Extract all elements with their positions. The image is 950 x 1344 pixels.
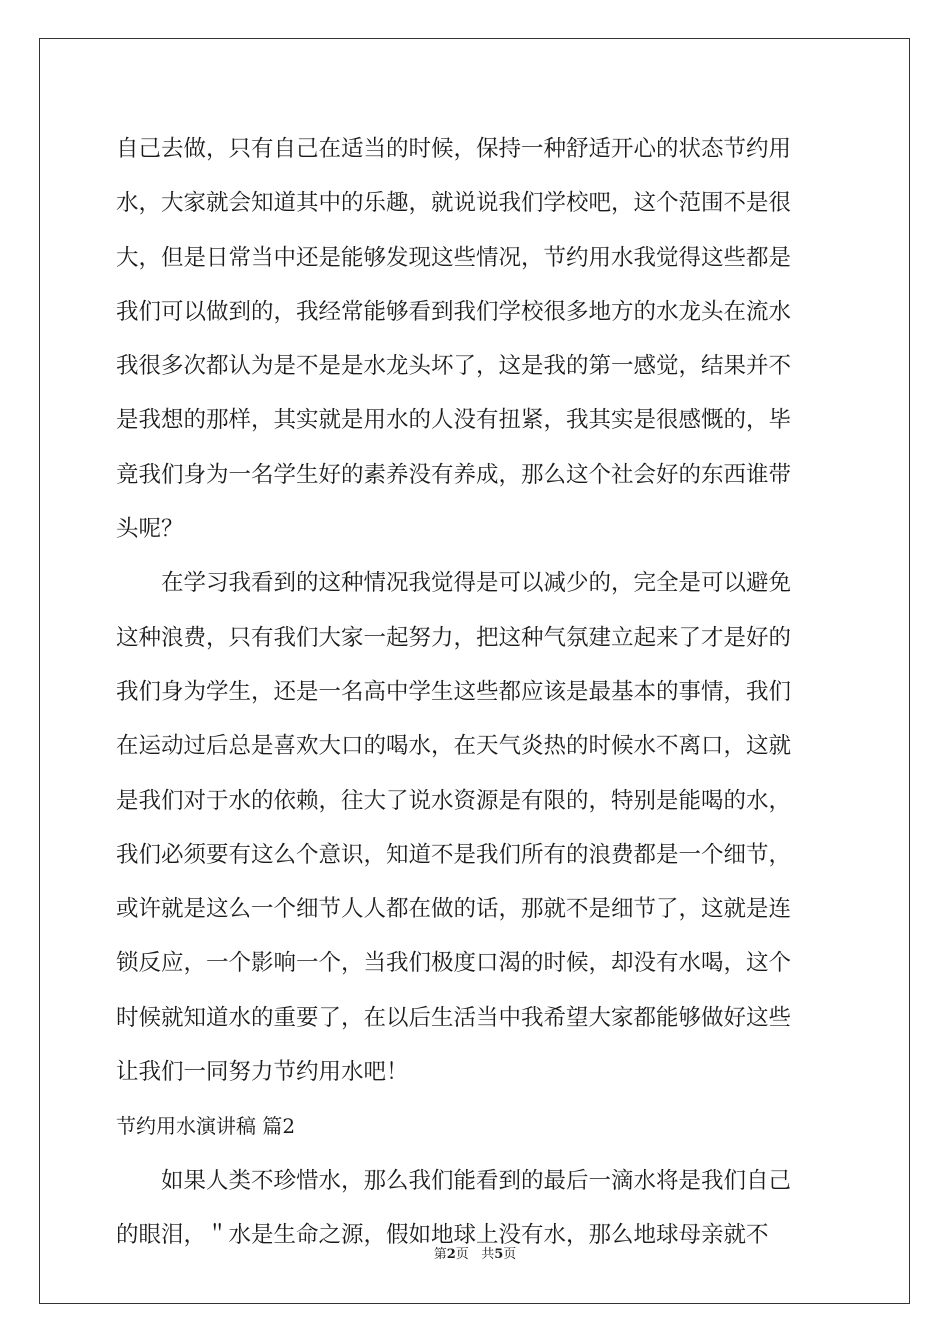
text-line: 自己去做，只有自己在适当的时候，保持一种舒适开心的状态节约用 [116,136,792,162]
text-line: 让我们一同努力节约用水吧！ [116,1059,409,1086]
text-line: 的眼泪，＂水是生命之源，假如地球上没有水，那么地球母亲就不 [116,1221,769,1248]
section-heading: 节约用水演讲稿 篇2 [116,1114,296,1139]
page-prefix: 第 [433,1247,447,1262]
text-line: 头呢？ [116,516,184,543]
text-line: 水，大家就会知道其中的乐趣，就说说我们学校吧，这个范围不是很 [116,190,792,217]
text-line: 这种浪费，只有我们大家一起努力，把这种气氛建立起来了才是好的 [116,624,792,651]
text-line: 我们必须要有这么个意识，知道不是我们所有的浪费都是一个细节， [116,841,792,868]
text-line: 锁反应，一个影响一个，当我们极度口渴的时候，却没有水喝，这个 [116,950,792,977]
text-line: 如果人类不珍惜水，那么我们能看到的最后一滴水将是我们自己 [116,1167,792,1194]
text-line: 大，但是日常当中还是能够发现这些情况，节约用水我觉得这些都是 [116,244,792,271]
total-pages-number: 5 [494,1247,504,1262]
page-suffix: 页 [455,1247,469,1262]
text-line: 时候就知道水的重要了，在以后生活当中我希望大家都能够做好这些 [116,1004,792,1031]
text-line: 是我想的那样，其实就是用水的人没有扭紧，我其实是很感慨的，毕 [116,407,792,434]
page-footer [0,1246,950,1264]
text-line: 我很多次都认为是不是是水龙头坏了，这是我的第一感觉，结果并不 [116,353,792,380]
text-line: 是我们对于水的依赖，往大了说水资源是有限的，特别是能喝的水， [116,787,792,814]
text-line: 我们可以做到的，我经常能够看到我们学校很多地方的水龙头在流水 [116,298,792,325]
total-suffix: 页 [503,1247,517,1262]
text-line: 或许就是这么一个细节人人都在做的话，那就不是细节了，这就是连 [116,896,792,923]
total-prefix: 共 [481,1247,495,1262]
text-line: 我们身为学生，还是一名高中学生这些都应该是最基本的事情，我们 [116,678,792,705]
text-line: 在学习我看到的这种情况我觉得是可以减少的，完全是可以避免 [116,570,792,597]
text-line: 在运动过后总是喜欢大口的喝水，在天气炎热的时候水不离口，这就 [116,733,792,760]
text-line: 竟我们身为一名学生好的素养没有养成，那么这个社会好的东西谁带 [116,461,792,488]
current-page-number: 2 [446,1247,456,1262]
document-body [116,122,838,1262]
